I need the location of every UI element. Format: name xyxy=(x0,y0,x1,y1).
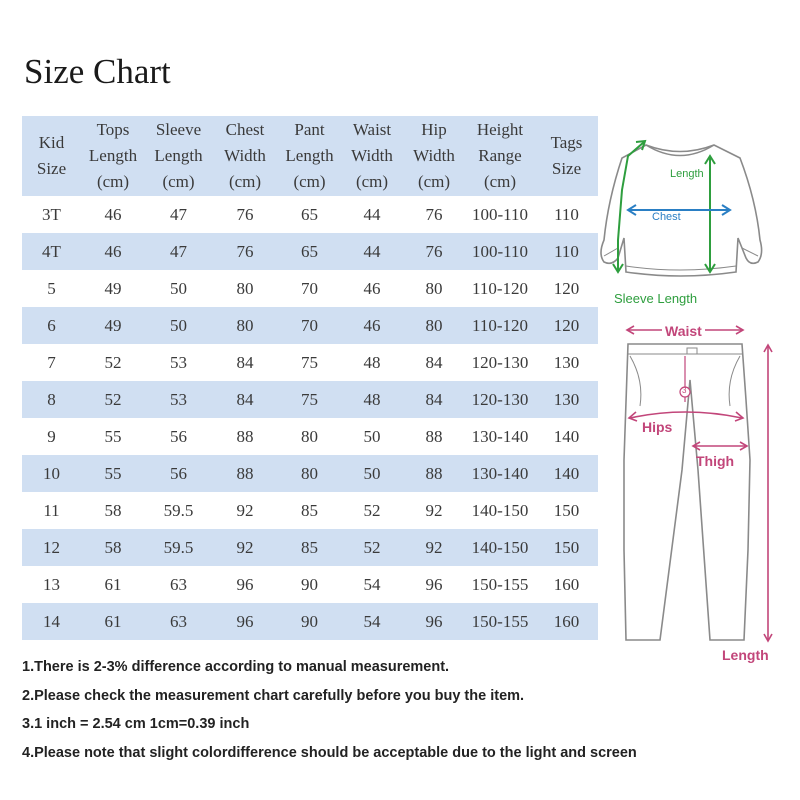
table-cell: 76 xyxy=(425,204,443,224)
table-cell: 88 xyxy=(425,426,443,446)
column-header-line: Length xyxy=(154,146,203,165)
table-cell: 5 xyxy=(47,278,56,298)
column-header-line: Sleeve xyxy=(155,120,202,139)
table-cell: 50 xyxy=(341,455,403,492)
table-cell: 150 xyxy=(553,500,580,520)
table-cell: 9 xyxy=(47,426,56,446)
table-cell: 76 xyxy=(212,233,278,270)
column-header-line: Kid xyxy=(38,133,65,152)
table-cell: 44 xyxy=(341,233,403,270)
column-header-line: (cm) xyxy=(162,172,195,191)
table-cell: 80 xyxy=(425,278,443,298)
table-cell: 46 xyxy=(363,278,381,298)
pants-thigh-label: Thigh xyxy=(696,453,735,469)
table-cell: 85 xyxy=(301,500,318,520)
table-cell: 63 xyxy=(170,574,187,594)
table-cell: 75 xyxy=(278,381,341,418)
column-header-line: (cm) xyxy=(483,172,517,191)
table-row xyxy=(22,603,598,640)
table-cell: 100-110 xyxy=(465,233,535,270)
table-cell: 55 xyxy=(104,426,122,446)
table-cell: 110-120 xyxy=(465,307,535,344)
table-cell: 80 xyxy=(301,426,318,446)
sleeve-length-label: Sleeve Length xyxy=(614,291,698,306)
table-cell: 46 xyxy=(104,204,122,224)
table-row xyxy=(22,418,598,455)
table-cell: 3T xyxy=(42,204,61,224)
table-cell: 59.5 xyxy=(163,500,194,520)
table-row xyxy=(22,529,598,566)
column-header-line: Tags xyxy=(550,133,583,152)
table-row xyxy=(22,566,598,603)
table-cell: 70 xyxy=(301,278,318,298)
table-cell: 55 xyxy=(81,455,145,492)
column-header-line: Width xyxy=(224,146,266,165)
note-2: 2.Please check the measurement chart carefully before you buy the item. xyxy=(22,687,525,704)
table-cell: 80 xyxy=(278,455,341,492)
table-cell: 47 xyxy=(170,204,187,224)
table-cell: 84 xyxy=(212,381,278,418)
table-cell: 96 xyxy=(212,603,278,640)
table-cell: 140 xyxy=(535,455,598,492)
table-cell: 63 xyxy=(145,603,212,640)
sweater-illustration xyxy=(600,130,800,290)
table-cell: 84 xyxy=(236,352,254,372)
table-cell: 56 xyxy=(145,455,212,492)
note-1: 1.There is 2-3% difference according to manual measurement. xyxy=(22,659,450,675)
table-cell: 130-140 xyxy=(471,426,529,446)
table-cell: 120 xyxy=(535,307,598,344)
table-cell: 85 xyxy=(278,529,341,566)
column-header xyxy=(22,116,81,196)
table-cell: 96 xyxy=(403,603,465,640)
table-cell: 52 xyxy=(81,381,145,418)
table-cell: 46 xyxy=(81,233,145,270)
table-cell: 10 xyxy=(22,455,81,492)
table-cell: 61 xyxy=(104,574,122,594)
table-cell: 92 xyxy=(403,529,465,566)
table-cell: 47 xyxy=(145,233,212,270)
table-cell: 110-120 xyxy=(471,278,529,298)
table-cell: 76 xyxy=(403,233,465,270)
table-cell: 88 xyxy=(236,426,254,446)
table-row xyxy=(22,381,598,418)
sweater-length-label: Length xyxy=(670,168,704,180)
table-cell: 52 xyxy=(341,529,403,566)
table-cell: 49 xyxy=(81,307,145,344)
column-header-line: Size xyxy=(36,159,67,178)
table-cell: 80 xyxy=(403,307,465,344)
table-cell: 88 xyxy=(403,455,465,492)
table-cell: 140 xyxy=(553,426,580,446)
column-header-line: Width xyxy=(413,146,455,165)
table-cell: 50 xyxy=(145,307,212,344)
column-header-line: Height xyxy=(476,120,524,139)
table-header-row xyxy=(22,116,598,196)
page-title: Size Chart xyxy=(24,52,171,91)
column-header-line: Pant xyxy=(294,120,325,139)
notes-list xyxy=(22,656,637,770)
table-cell: 140-150 xyxy=(465,529,535,566)
table-cell: 84 xyxy=(403,381,465,418)
table-cell: 46 xyxy=(341,307,403,344)
column-header xyxy=(81,116,145,196)
table-cell: 88 xyxy=(212,455,278,492)
table-cell: 130-140 xyxy=(465,455,535,492)
table-cell: 61 xyxy=(81,603,145,640)
pants-waist-label: Waist xyxy=(662,323,705,339)
table-cell: 92 xyxy=(425,500,443,520)
table-cell: 53 xyxy=(145,381,212,418)
table-row xyxy=(22,344,598,381)
table-cell: 8 xyxy=(22,381,81,418)
table-cell: 7 xyxy=(47,352,56,372)
table-cell: 6 xyxy=(22,307,81,344)
table-cell: 65 xyxy=(278,233,341,270)
table-cell: 92 xyxy=(236,500,254,520)
table-cell: 48 xyxy=(341,381,403,418)
column-header xyxy=(535,116,598,196)
table-cell: 140-150 xyxy=(471,500,529,520)
column-header xyxy=(465,116,535,196)
column-header xyxy=(212,116,278,196)
table-cell: 160 xyxy=(535,603,598,640)
measurement-diagram xyxy=(600,130,800,670)
table-cell: 50 xyxy=(170,278,187,298)
column-header-line: (cm) xyxy=(228,172,262,191)
column-header-line: (cm) xyxy=(355,172,389,191)
table-cell: 52 xyxy=(104,352,122,372)
column-header-line: Length xyxy=(285,146,334,165)
table-row xyxy=(22,196,598,233)
table-cell: 53 xyxy=(170,352,187,372)
table-cell: 4T xyxy=(22,233,81,270)
table-cell: 80 xyxy=(212,307,278,344)
column-header-line: Length xyxy=(88,146,138,165)
table-cell: 49 xyxy=(104,278,122,298)
table-cell: 96 xyxy=(425,574,443,594)
note-3: 3.1 inch = 2.54 cm 1cm=0.39 inch xyxy=(22,716,250,732)
table-cell: 90 xyxy=(278,603,341,640)
table-cell: 54 xyxy=(341,603,403,640)
column-header-line: Waist xyxy=(352,120,392,139)
note-4: 4.Please note that slight colordifference should be acceptable due to the light and screen xyxy=(22,744,637,761)
table-cell: 65 xyxy=(301,204,318,224)
table-cell: 120-130 xyxy=(465,381,535,418)
table-cell: 56 xyxy=(170,426,187,446)
column-header-line: (cm) xyxy=(293,172,326,191)
table-cell: 76 xyxy=(236,204,254,224)
table-row xyxy=(22,455,598,492)
column-header xyxy=(341,116,403,196)
table-cell: 80 xyxy=(236,278,254,298)
table-cell: 13 xyxy=(43,574,60,594)
column-header-line: Size xyxy=(551,159,582,178)
table-cell: 14 xyxy=(22,603,81,640)
table-row xyxy=(22,270,598,307)
column-header-line: (cm) xyxy=(96,172,130,191)
column-header xyxy=(403,116,465,196)
table-cell: 48 xyxy=(363,352,381,372)
column-header-line: Width xyxy=(351,146,393,165)
table-cell: 160 xyxy=(553,574,580,594)
pants-length-label: Length xyxy=(722,647,769,663)
table-cell: 96 xyxy=(236,574,254,594)
table-cell: 75 xyxy=(301,352,318,372)
sweater-chest-label: Chest xyxy=(652,211,681,223)
table-cell: 11 xyxy=(43,500,60,520)
table-cell: 90 xyxy=(301,574,318,594)
column-header xyxy=(278,116,341,196)
column-header-line: Range xyxy=(478,146,522,165)
column-header-line: Chest xyxy=(225,120,265,139)
column-header-line: (cm) xyxy=(417,172,451,191)
table-cell: 59.5 xyxy=(145,529,212,566)
column-header-line: Tops xyxy=(96,120,130,139)
table-cell: 110 xyxy=(554,204,579,224)
table-cell: 58 xyxy=(81,529,145,566)
table-cell: 70 xyxy=(278,307,341,344)
table-cell: 52 xyxy=(363,500,381,520)
table-row xyxy=(22,492,598,529)
table-cell: 130 xyxy=(553,352,580,372)
size-table xyxy=(22,116,598,640)
table-cell: 120 xyxy=(553,278,580,298)
table-cell: 150-155 xyxy=(471,574,529,594)
column-header-line: Hip xyxy=(421,120,447,139)
table-cell: 54 xyxy=(363,574,381,594)
table-cell: 110 xyxy=(535,233,598,270)
table-cell: 150-155 xyxy=(465,603,535,640)
pants-hips-label: Hips xyxy=(642,419,673,435)
pants-rise-marker: 3 xyxy=(682,386,687,395)
table-cell: 50 xyxy=(363,426,381,446)
pants-illustration xyxy=(600,310,800,670)
table-row xyxy=(22,233,598,270)
column-header xyxy=(145,116,212,196)
table-cell: 120-130 xyxy=(471,352,529,372)
table-cell: 150 xyxy=(535,529,598,566)
table-row xyxy=(22,307,598,344)
table-cell: 92 xyxy=(212,529,278,566)
table-cell: 84 xyxy=(425,352,443,372)
table-cell: 58 xyxy=(104,500,122,520)
table-cell: 130 xyxy=(535,381,598,418)
table-cell: 100-110 xyxy=(471,204,529,224)
table-cell: 44 xyxy=(363,204,381,224)
table-cell: 12 xyxy=(22,529,81,566)
